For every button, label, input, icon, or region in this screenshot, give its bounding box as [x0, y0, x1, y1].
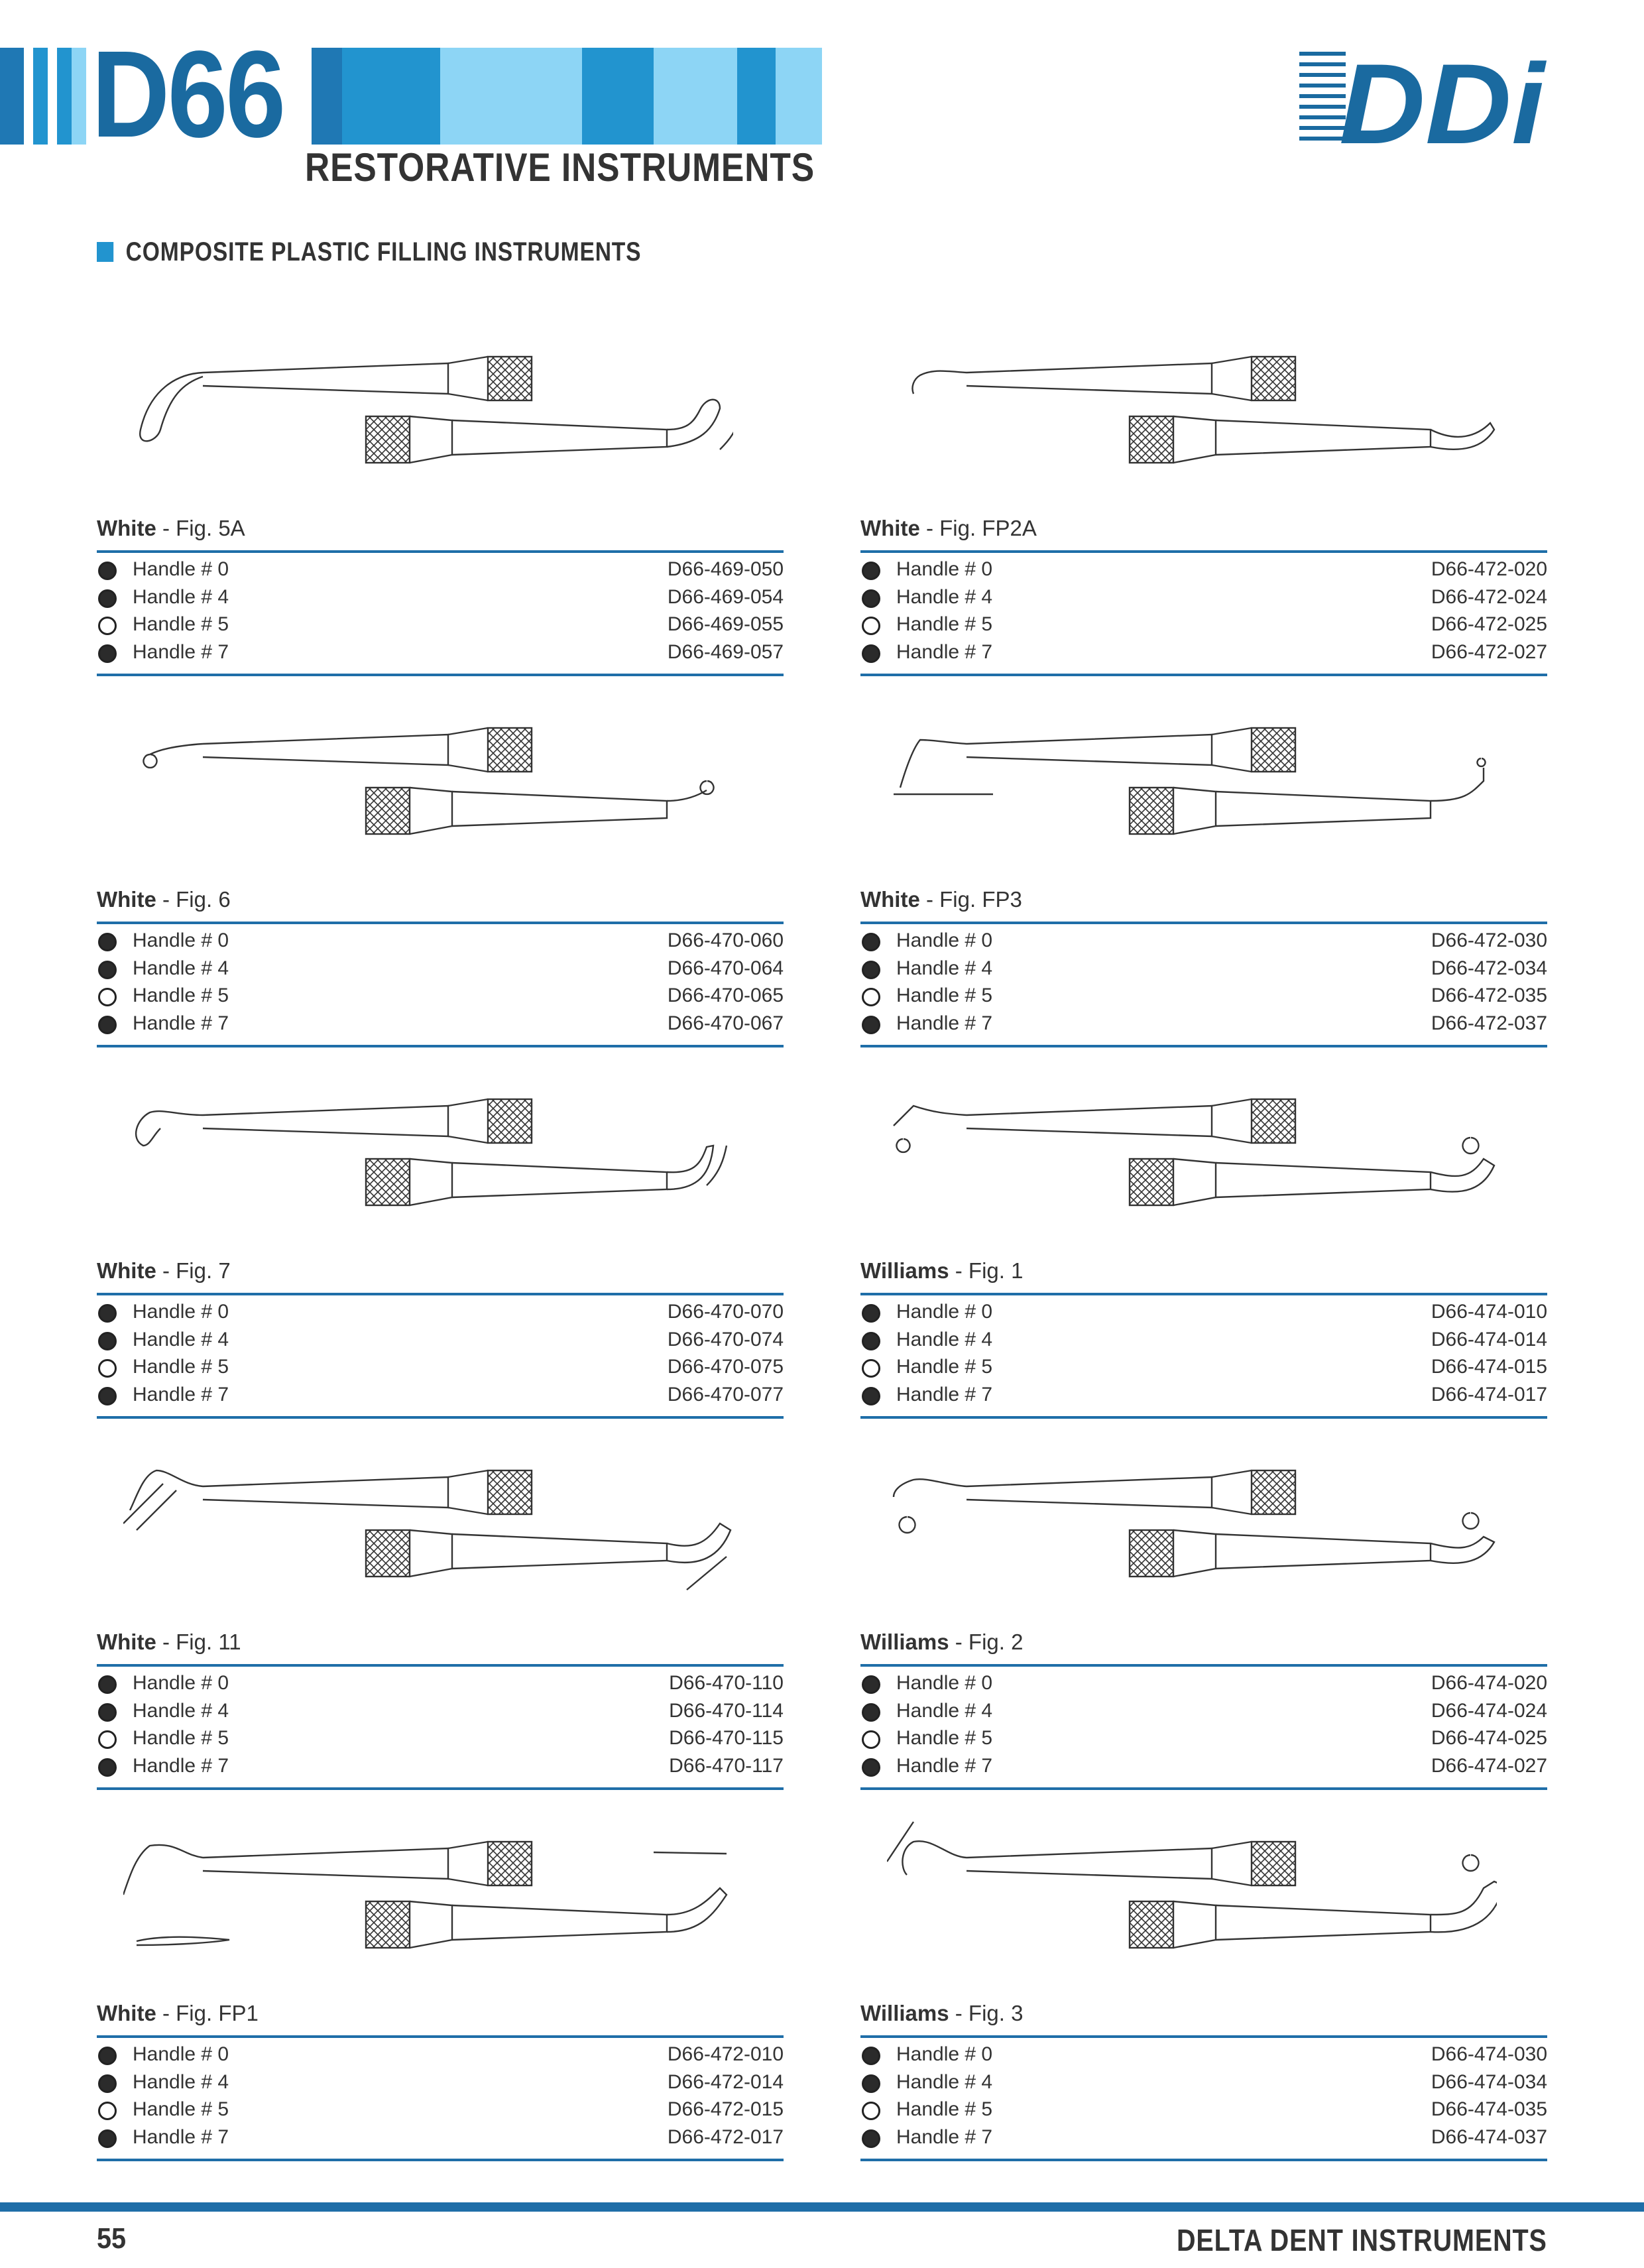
- open-circle-icon: [98, 988, 117, 1006]
- article-code: D66-472-024: [1431, 585, 1547, 608]
- band-stripe: [737, 48, 776, 145]
- article-code: D66-470-114: [669, 1699, 784, 1722]
- divider: [97, 1293, 784, 1295]
- variant-row: [860, 956, 1547, 984]
- article-code: D66-472-030: [1431, 929, 1547, 951]
- variant-list: [860, 928, 1547, 1038]
- instrument-drawing: [887, 330, 1497, 489]
- divider: [860, 922, 1547, 924]
- variant-row: [860, 640, 1547, 668]
- band-stripe: [440, 48, 582, 145]
- open-circle-icon: [98, 617, 117, 635]
- filled-circle-icon: [862, 1675, 880, 1694]
- variant-row: [97, 1011, 784, 1039]
- divider: [97, 1664, 784, 1667]
- variant-row: [860, 612, 1547, 640]
- band-stripe: [0, 48, 24, 145]
- product-caption: [860, 887, 1022, 912]
- filled-circle-icon: [98, 2047, 117, 2065]
- filled-circle-icon: [862, 933, 880, 951]
- instrument-drawing: [887, 1444, 1497, 1603]
- divider: [860, 550, 1547, 553]
- open-circle-icon: [862, 1730, 880, 1749]
- divider: [97, 1787, 784, 1790]
- open-circle-icon: [862, 617, 880, 635]
- article-code: D66-474-030: [1431, 2043, 1547, 2065]
- handle-label: Handle # 0: [896, 1301, 993, 1323]
- filled-circle-icon: [862, 1387, 880, 1405]
- handle-label: Handle # 4: [133, 585, 229, 608]
- product-fig: - Fig. 6: [156, 887, 231, 912]
- product-fig: - Fig. 11: [156, 1630, 241, 1654]
- open-circle-icon: [862, 1359, 880, 1378]
- article-code: D66-474-035: [1431, 2098, 1547, 2120]
- article-code: D66-472-010: [667, 2043, 784, 2065]
- handle-label: Handle # 0: [133, 558, 229, 580]
- variant-list: [860, 2042, 1547, 2152]
- article-code: D66-470-074: [667, 1328, 784, 1350]
- handle-label: Handle # 7: [896, 1383, 993, 1405]
- article-code: D66-472-025: [1431, 613, 1547, 635]
- footer-bar: [0, 2202, 1644, 2212]
- article-code: D66-470-060: [667, 929, 784, 951]
- product-name: Williams: [860, 2001, 949, 2025]
- band-stripe: [72, 48, 86, 145]
- variant-row: [97, 585, 784, 613]
- open-circle-icon: [98, 2102, 117, 2120]
- handle-label: Handle # 4: [133, 2070, 229, 2093]
- variant-list: [97, 2042, 784, 2152]
- variant-row: [860, 585, 1547, 613]
- catalog-code: D66: [91, 26, 284, 163]
- handle-label: Handle # 4: [133, 1328, 229, 1350]
- variant-row: [97, 557, 784, 585]
- article-code: D66-472-014: [667, 2070, 784, 2093]
- article-code: D66-469-057: [667, 640, 784, 663]
- section-heading: [97, 237, 641, 267]
- instrument-drawing: [887, 1073, 1497, 1232]
- instrument-drawing: [123, 1073, 733, 1232]
- article-code: D66-470-070: [667, 1301, 784, 1323]
- handle-label: Handle # 5: [896, 613, 993, 635]
- variant-row: [860, 1671, 1547, 1699]
- handle-label: Handle # 7: [133, 1754, 229, 1777]
- variant-row: [97, 640, 784, 668]
- variant-row: [97, 1382, 784, 1410]
- product-fig: - Fig. 1: [949, 1258, 1024, 1283]
- article-code: D66-470-110: [669, 1672, 784, 1694]
- variant-list: [860, 1299, 1547, 1409]
- variant-row: [860, 1354, 1547, 1382]
- variant-row: [97, 2070, 784, 2098]
- handle-label: Handle # 7: [896, 1012, 993, 1034]
- filled-circle-icon: [862, 562, 880, 580]
- filled-circle-icon: [98, 961, 117, 979]
- article-code: D66-470-117: [669, 1754, 784, 1777]
- divider: [97, 1416, 784, 1419]
- variant-row: [860, 1382, 1547, 1410]
- variant-row: [860, 983, 1547, 1011]
- filled-circle-icon: [98, 2129, 117, 2148]
- handle-label: Handle # 0: [896, 558, 993, 580]
- variant-row: [860, 2070, 1547, 2098]
- article-code: D66-469-055: [667, 613, 784, 635]
- handle-label: Handle # 5: [896, 2098, 993, 2120]
- article-code: D66-470-067: [667, 1012, 784, 1034]
- divider: [860, 1664, 1547, 1667]
- article-code: D66-472-034: [1431, 957, 1547, 979]
- variant-list: [97, 557, 784, 667]
- instrument-drawing: [123, 330, 733, 489]
- band-stripe: [57, 48, 72, 145]
- handle-label: Handle # 0: [133, 1672, 229, 1694]
- variant-row: [860, 2125, 1547, 2153]
- divider: [860, 674, 1547, 676]
- handle-label: Handle # 4: [896, 1328, 993, 1350]
- variant-list: [860, 1671, 1547, 1781]
- handle-label: Handle # 5: [896, 1356, 993, 1378]
- product-name: Williams: [860, 1630, 949, 1654]
- filled-circle-icon: [862, 1016, 880, 1034]
- handle-label: Handle # 0: [133, 1301, 229, 1323]
- article-code: D66-474-017: [1431, 1383, 1547, 1405]
- handle-label: Handle # 0: [896, 1672, 993, 1694]
- variant-row: [97, 928, 784, 956]
- variant-row: [97, 2125, 784, 2153]
- page-number: 55: [97, 2222, 127, 2255]
- variant-row: [97, 1699, 784, 1726]
- divider: [860, 2159, 1547, 2161]
- variant-row: [860, 928, 1547, 956]
- divider: [860, 2035, 1547, 2038]
- variant-list: [97, 1671, 784, 1781]
- variant-row: [97, 1327, 784, 1355]
- section-title: COMPOSITE PLASTIC FILLING INSTRUMENTS: [125, 237, 642, 267]
- filled-circle-icon: [862, 1332, 880, 1350]
- variant-row: [860, 1726, 1547, 1754]
- handle-label: Handle # 7: [133, 1012, 229, 1034]
- article-code: D66-472-020: [1431, 558, 1547, 580]
- variant-row: [97, 612, 784, 640]
- product-caption: [860, 516, 1037, 541]
- divider: [860, 1787, 1547, 1790]
- variant-row: [860, 1299, 1547, 1327]
- handle-label: Handle # 4: [896, 585, 993, 608]
- open-circle-icon: [862, 2102, 880, 2120]
- product-name: White: [97, 2001, 156, 2025]
- article-code: D66-474-027: [1431, 1754, 1547, 1777]
- product-name: White: [860, 887, 920, 912]
- filled-circle-icon: [862, 2074, 880, 2093]
- article-code: D66-474-037: [1431, 2125, 1547, 2148]
- variant-row: [860, 1699, 1547, 1726]
- variant-list: [97, 1299, 784, 1409]
- article-code: D66-469-050: [667, 558, 784, 580]
- divider: [97, 550, 784, 553]
- article-code: D66-474-024: [1431, 1699, 1547, 1722]
- filled-circle-icon: [98, 1675, 117, 1694]
- instrument-drawing: [887, 1815, 1497, 1974]
- filled-circle-icon: [862, 644, 880, 663]
- variant-row: [97, 1299, 784, 1327]
- variant-row: [860, 2042, 1547, 2070]
- filled-circle-icon: [862, 961, 880, 979]
- handle-label: Handle # 5: [133, 985, 229, 1006]
- filled-circle-icon: [98, 562, 117, 580]
- article-code: D66-470-064: [667, 957, 784, 979]
- variant-row: [97, 2042, 784, 2070]
- handle-label: Handle # 5: [896, 1727, 993, 1749]
- open-circle-icon: [98, 1359, 117, 1378]
- filled-circle-icon: [862, 2129, 880, 2148]
- variant-row: [860, 1754, 1547, 1781]
- handle-label: Handle # 5: [133, 1356, 229, 1378]
- product-fig: - Fig. 5A: [156, 516, 245, 540]
- company-name: DELTA DENT INSTRUMENTS: [1177, 2223, 1547, 2257]
- filled-circle-icon: [98, 1387, 117, 1405]
- instrument-drawing: [123, 1444, 733, 1603]
- instrument-drawing: [123, 1815, 733, 1974]
- product-caption: [97, 1630, 241, 1655]
- divider: [97, 2159, 784, 2161]
- handle-label: Handle # 5: [133, 1727, 229, 1749]
- open-circle-icon: [862, 988, 880, 1006]
- variant-row: [97, 1726, 784, 1754]
- product-name: White: [860, 516, 920, 540]
- product-caption: [97, 2001, 259, 2026]
- divider: [97, 2035, 784, 2038]
- instrument-drawing: [123, 701, 733, 861]
- article-code: D66-472-027: [1431, 640, 1547, 663]
- product-fig: - Fig. 7: [156, 1258, 231, 1283]
- handle-label: Handle # 7: [133, 1383, 229, 1405]
- product-name: White: [97, 887, 156, 912]
- handle-label: Handle # 4: [896, 2070, 993, 2093]
- svg-text:DDi: DDi: [1339, 45, 1547, 151]
- band-stripe: [342, 48, 440, 145]
- open-circle-icon: [98, 1730, 117, 1749]
- handle-label: Handle # 7: [896, 640, 993, 663]
- product-name: Williams: [860, 1258, 949, 1283]
- article-code: D66-474-034: [1431, 2070, 1547, 2093]
- variant-row: [860, 2097, 1547, 2125]
- handle-label: Handle # 0: [133, 2043, 229, 2065]
- filled-circle-icon: [98, 1304, 117, 1323]
- handle-label: Handle # 7: [896, 2125, 993, 2148]
- variant-row: [860, 1327, 1547, 1355]
- filled-circle-icon: [98, 589, 117, 608]
- page-title: RESTORATIVE INSTRUMENTS: [305, 145, 815, 190]
- product-caption: [97, 887, 231, 912]
- product-fig: - Fig. FP1: [156, 2001, 259, 2025]
- product-caption: [97, 1258, 231, 1283]
- band-stripe: [582, 48, 654, 145]
- article-code: D66-469-054: [667, 585, 784, 608]
- handle-label: Handle # 5: [133, 613, 229, 635]
- handle-label: Handle # 0: [896, 929, 993, 951]
- variant-row: [97, 1671, 784, 1699]
- article-code: D66-470-115: [669, 1727, 784, 1749]
- handle-label: Handle # 4: [133, 957, 229, 979]
- article-code: D66-470-075: [667, 1356, 784, 1378]
- filled-circle-icon: [98, 1016, 117, 1034]
- handle-label: Handle # 4: [896, 957, 993, 979]
- product-caption: [860, 1258, 1023, 1283]
- handle-label: Handle # 0: [896, 2043, 993, 2065]
- article-code: D66-472-017: [667, 2125, 784, 2148]
- product-caption: [860, 1630, 1023, 1655]
- product-fig: - Fig. 3: [949, 2001, 1024, 2025]
- filled-circle-icon: [862, 589, 880, 608]
- article-code: D66-474-020: [1431, 1672, 1547, 1694]
- divider: [860, 1045, 1547, 1047]
- section-square-icon: [97, 242, 113, 262]
- variant-row: [97, 1754, 784, 1781]
- filled-circle-icon: [98, 1703, 117, 1722]
- filled-circle-icon: [98, 644, 117, 663]
- instrument-drawing: [887, 701, 1497, 861]
- ddi-logo: [1299, 45, 1551, 151]
- filled-circle-icon: [862, 2047, 880, 2065]
- divider: [97, 674, 784, 676]
- article-code: D66-474-015: [1431, 1356, 1547, 1378]
- divider: [97, 1045, 784, 1047]
- filled-circle-icon: [98, 1332, 117, 1350]
- article-code: D66-474-010: [1431, 1301, 1547, 1323]
- article-code: D66-470-065: [667, 985, 784, 1006]
- filled-circle-icon: [98, 1758, 117, 1777]
- divider: [97, 922, 784, 924]
- filled-circle-icon: [862, 1703, 880, 1722]
- band-stripe: [33, 48, 48, 145]
- article-code: D66-472-037: [1431, 1012, 1547, 1034]
- filled-circle-icon: [862, 1758, 880, 1777]
- variant-row: [97, 1354, 784, 1382]
- variant-row: [97, 983, 784, 1011]
- product-name: White: [97, 1258, 156, 1283]
- article-code: D66-472-035: [1431, 985, 1547, 1006]
- band-stripe: [654, 48, 737, 145]
- product-name: White: [97, 516, 156, 540]
- product-caption: [860, 2001, 1023, 2026]
- product-fig: - Fig. FP3: [919, 887, 1022, 912]
- divider: [860, 1416, 1547, 1419]
- article-code: D66-474-014: [1431, 1328, 1547, 1350]
- product-caption: [97, 516, 245, 541]
- article-code: D66-472-015: [667, 2098, 784, 2120]
- handle-label: Handle # 7: [133, 2125, 229, 2148]
- handle-label: Handle # 5: [133, 2098, 229, 2120]
- filled-circle-icon: [862, 1304, 880, 1323]
- handle-label: Handle # 0: [133, 929, 229, 951]
- handle-label: Handle # 7: [896, 1754, 993, 1777]
- product-fig: - Fig. FP2A: [919, 516, 1037, 540]
- variant-list: [97, 928, 784, 1038]
- variant-row: [97, 2097, 784, 2125]
- filled-circle-icon: [98, 2074, 117, 2093]
- handle-label: Handle # 4: [133, 1699, 229, 1722]
- article-code: D66-474-025: [1431, 1727, 1547, 1749]
- variant-row: [860, 1011, 1547, 1039]
- handle-label: Handle # 5: [896, 985, 993, 1006]
- band-stripe: [312, 48, 342, 145]
- product-name: White: [97, 1630, 156, 1654]
- filled-circle-icon: [98, 933, 117, 951]
- product-fig: - Fig. 2: [949, 1630, 1024, 1654]
- article-code: D66-470-077: [667, 1383, 784, 1405]
- handle-label: Handle # 7: [133, 640, 229, 663]
- divider: [860, 1293, 1547, 1295]
- band-stripe: [776, 48, 822, 145]
- variant-list: [860, 557, 1547, 667]
- variant-row: [97, 956, 784, 984]
- handle-label: Handle # 4: [896, 1699, 993, 1722]
- variant-row: [860, 557, 1547, 585]
